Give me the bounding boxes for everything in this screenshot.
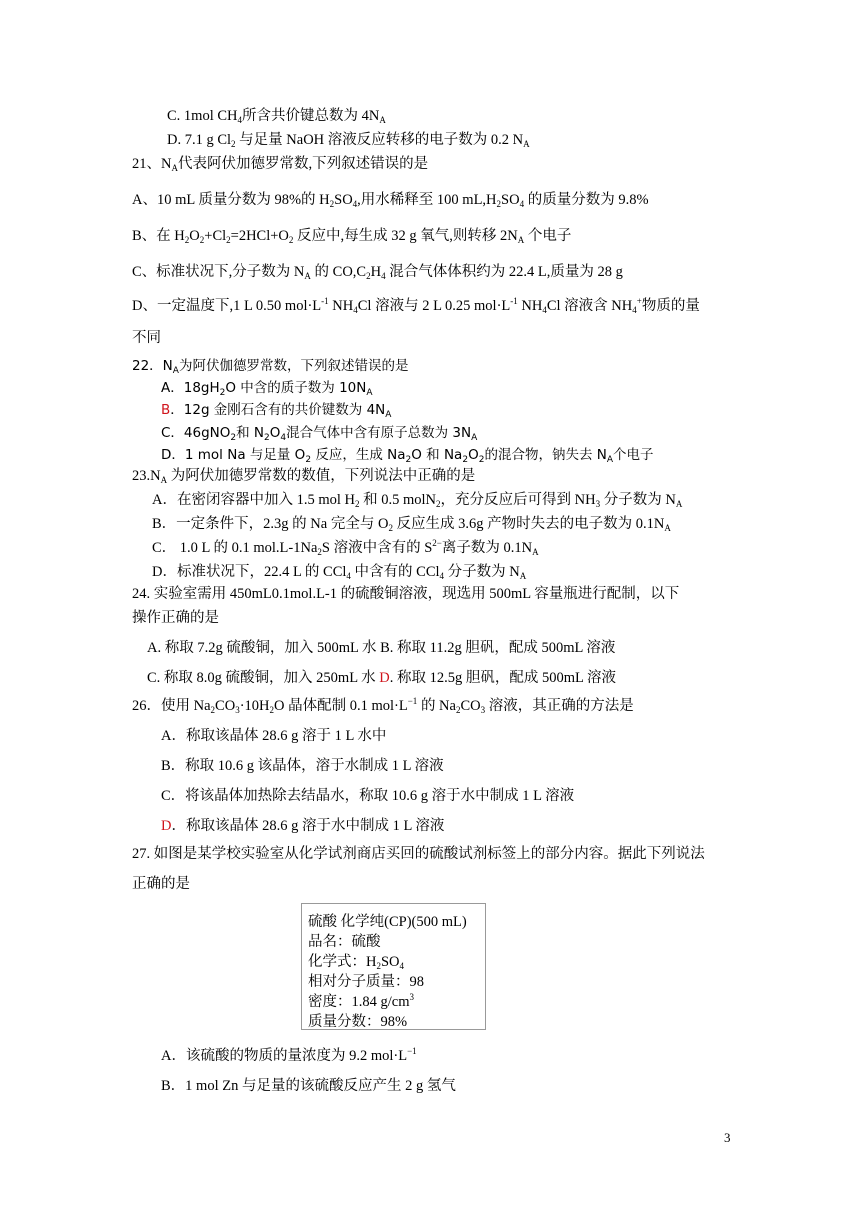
text-line-q26b [161, 757, 444, 775]
text-line-q24b [132, 609, 219, 627]
text-segment: A．18gH [161, 380, 220, 396]
text-segment: ．称取该晶体 28.6 g 溶于水中制成 1 L 溶液 [171, 818, 445, 834]
text-segment: A [379, 115, 386, 125]
text-segment: SO [501, 192, 520, 208]
text-line-q23d [152, 563, 526, 581]
text-segment: C．将该晶体加热除去结晶水，称取 10.6 g 溶于水中制成 1 L 溶液 [161, 788, 575, 804]
text-segment: C．46gNO [161, 425, 231, 441]
text-line-r3 [308, 953, 404, 971]
text-segment: ·10H [239, 698, 270, 714]
text-segment: 2 [231, 139, 236, 149]
text-segment: 反应中,每生成 32 g 氧气,则转移 2N [293, 228, 518, 244]
text-segment: 反应，生成 Na [311, 447, 406, 463]
text-segment: O [468, 447, 479, 463]
text-segment: 24. 实验室需用 450mL0.1mol.L-1 的硫酸铜溶液，现选用 500mL 容量瓶进行配制，以下 [132, 586, 680, 602]
text-line-q21b [132, 227, 571, 245]
text-segment: A、10 mL 质量分数为 98%的 H [132, 192, 330, 208]
text-segment: A [532, 547, 539, 557]
text-segment: 2 [388, 523, 393, 533]
text-segment: 操作正确的是 [132, 610, 219, 626]
text-line-q27a [161, 1047, 417, 1065]
text-segment: B、在 H [132, 228, 185, 244]
text-segment: 化学式：H [308, 954, 377, 970]
text-line-q26c [161, 787, 574, 805]
text-segment: O 晶体配制 0.1 mol·L [274, 698, 408, 714]
text-segment: 2 [455, 705, 461, 715]
text-segment: SO [334, 192, 353, 208]
text-line-q21d [132, 297, 700, 315]
text-segment: O [189, 228, 200, 244]
text-segment: +Cl [204, 228, 227, 244]
text-segment: 2 [264, 433, 270, 443]
text-segment: 4 [280, 433, 287, 443]
text-segment: A [160, 475, 168, 485]
text-segment: 4 [346, 571, 351, 581]
text-segment: 的质量分数为 9.8% [524, 192, 649, 208]
text-segment: 3 [409, 992, 414, 1002]
text-segment: 为阿伏伽德罗常数，下列叙述错误的是 [178, 358, 409, 374]
text-segment: D [161, 818, 172, 834]
text-segment: B．称取 10.6 g 该晶体，溶于水制成 1 L 溶液 [161, 758, 444, 774]
text-line-q21 [132, 155, 428, 173]
text-line-q22b [161, 401, 391, 419]
text-segment: 2− [432, 538, 442, 548]
text-segment: 2 [436, 499, 441, 509]
text-segment: A [517, 235, 525, 245]
text-segment: 4 [237, 115, 242, 125]
text-segment: A [366, 388, 373, 398]
text-segment: CO [215, 698, 236, 714]
text-segment: 2 [269, 705, 275, 715]
text-line-l1 [167, 107, 386, 125]
text-segment: −1 [407, 1046, 417, 1056]
text-segment: -1 [510, 296, 518, 306]
text-segment: D．标准状况下，22.4 L 的 CCl [152, 564, 347, 580]
text-segment: 的 CO,C [310, 264, 367, 280]
text-segment: CO [460, 698, 481, 714]
text-line-q21d2 [132, 329, 161, 347]
text-segment: 个电子 [613, 447, 654, 463]
text-segment: S 溶液中含有的 S [321, 540, 433, 556]
text-segment: B．1 mol Zn 与足量的该硫酸反应产生 2 g 氢气 [161, 1078, 456, 1094]
text-segment: 混合气体体积约为 22.4 L,质量为 28 g [385, 264, 623, 280]
text-segment: 所含共价键总数为 4N [242, 108, 380, 124]
text-segment: 的混合物，钠失去 N [484, 447, 607, 463]
text-segment: 分子数为 N [600, 492, 676, 508]
text-segment: A [523, 139, 530, 149]
text-segment: ,用水稀释至 100 mL,H [357, 192, 497, 208]
text-line-q27bb [161, 1077, 456, 1095]
text-segment: 分子数为 N [444, 564, 520, 580]
text-line-r2 [308, 933, 381, 951]
text-line-q23 [132, 467, 475, 485]
text-segment: 不同 [132, 330, 161, 346]
text-segment: NH [328, 298, 354, 314]
text-segment: D [379, 670, 390, 686]
text-segment: A [606, 455, 614, 465]
text-segment: + [636, 296, 642, 306]
text-segment: ．12g 金刚石含有的共价键数为 4N [170, 402, 386, 418]
text-segment: 22．N [132, 358, 173, 374]
text-segment: C. 称取 8.0g 硫酸铜，加入 250mL 水 [147, 670, 380, 686]
text-segment: 23.N [132, 468, 161, 484]
text-segment: 个电子 [524, 228, 572, 244]
text-segment: 混合气体中含有原子总数为 3N [286, 425, 472, 441]
text-line-q23a [152, 491, 682, 509]
text-segment: A [519, 571, 527, 581]
text-segment: 4 [353, 305, 358, 315]
text-segment: 3 [235, 705, 240, 715]
text-segment: 反应生成 3.6g 产物时失去的电子数为 0.1N [392, 516, 665, 532]
text-segment: SO [380, 954, 400, 970]
text-segment: O 和 Na [411, 447, 463, 463]
text-segment: 硫酸 化学纯(CP)(500 mL) [308, 914, 467, 930]
text-segment: A．在密闭容器中加入 1.5 mol H [152, 492, 355, 508]
text-line-r5 [308, 993, 414, 1011]
text-segment: 相对分子质量：98 [308, 974, 424, 990]
text-segment: C、标准状况下,分子数为 N [132, 264, 305, 280]
text-segment: 2 [355, 499, 360, 509]
text-segment: A [385, 410, 392, 420]
text-segment: 26．使用 Na [132, 698, 211, 714]
text-segment: 为阿伏加德罗常数的数值，下列说法中正确的是 [167, 468, 476, 484]
text-line-q22d [161, 446, 654, 464]
text-line-r1 [308, 913, 467, 931]
text-line-q26d [161, 817, 444, 835]
text-segment: A [172, 366, 179, 376]
text-line-l2 [167, 131, 530, 149]
text-segment: 2 [288, 235, 294, 245]
text-segment: B．一定条件下，2.3g 的 Na 完全与 O [152, 516, 389, 532]
text-segment: 溶液，其正确的方法是 [485, 698, 634, 714]
text-segment: A [304, 271, 311, 281]
text-segment: 4 [399, 961, 405, 971]
text-segment: 2 [199, 235, 205, 245]
text-segment: C． 1.0 L 的 0.1 mol.L-1Na [152, 540, 318, 556]
text-segment: O 中含的质子数为 10N [225, 380, 367, 396]
text-line-q27 [132, 845, 705, 863]
text-line-q21c [132, 263, 623, 281]
text-segment: 和 0.5 molN [359, 492, 437, 508]
page-number: 3 [724, 1130, 731, 1145]
text-segment: 物质的量 [641, 298, 700, 314]
text-line-q22a [161, 379, 373, 397]
text-segment: 的 Na [417, 698, 456, 714]
text-segment: 4 [519, 199, 525, 209]
text-segment: O [269, 425, 281, 441]
text-line-r6 [308, 1013, 407, 1031]
text-segment: 2 [184, 235, 190, 245]
text-segment: 2 [329, 199, 335, 209]
text-segment: 2 [305, 455, 312, 465]
text-segment: 2 [462, 455, 469, 465]
text-segment: A [171, 163, 178, 173]
text-line-q23b [152, 515, 671, 533]
text-segment: 2 [376, 961, 381, 971]
text-segment: 2 [210, 705, 216, 715]
text-segment: 2 [219, 388, 226, 398]
text-segment: C. 1mol CH [167, 108, 238, 124]
reagent-label-box [301, 903, 486, 1030]
text-line-q26 [132, 697, 634, 715]
text-segment: D、一定温度下,1 L 0.50 mol·L [132, 298, 322, 314]
text-line-q27b [132, 875, 190, 893]
text-line-q22 [132, 357, 408, 375]
text-segment: 3 [480, 705, 486, 715]
text-segment: ，充分反应后可得到 NH [440, 492, 596, 508]
text-segment: D. 7.1 g Cl [167, 132, 232, 148]
text-segment: =2HCl+O [230, 228, 289, 244]
text-segment: 2 [230, 433, 237, 443]
text-line-q24 [132, 585, 679, 603]
text-segment: 4 [352, 199, 358, 209]
text-segment: 代表阿伏加德罗常数,下列叙述错误的是 [177, 156, 429, 172]
text-segment: 4 [542, 305, 547, 315]
text-segment: D．1 mol Na 与足量 O [161, 447, 306, 463]
text-segment: A. 称取 7.2g 硫酸铜，加入 500mL 水 B. 称取 11.2g 胆矾，配成 500mL 溶液 [147, 640, 616, 656]
text-segment: 2 [478, 455, 485, 465]
text-segment: A [664, 523, 671, 533]
text-segment: 质量分数：98% [308, 1014, 408, 1030]
text-segment: 品名：硫酸 [308, 934, 381, 950]
text-segment: 27. 如图是某学校实验室从化学试剂商店买回的硫酸试剂标签上的部分内容。据此下列说法 [132, 846, 705, 862]
text-segment: 4 [632, 305, 637, 315]
text-line-r4 [308, 973, 424, 991]
text-segment: 2 [226, 235, 231, 245]
text-segment: A [471, 433, 478, 443]
text-segment: 3 [595, 499, 601, 509]
text-segment: 密度：1.84 g/cm [308, 994, 410, 1010]
text-segment: 2 [496, 199, 502, 209]
text-line-q26a [161, 727, 386, 745]
text-segment: A．称取该晶体 28.6 g 溶于 1 L 水中 [161, 728, 387, 744]
text-segment: 4 [439, 571, 445, 581]
text-line-q23c [152, 539, 539, 557]
text-line-q24ab [147, 639, 615, 657]
text-segment: . 称取 12.5g 胆矾，配成 500mL 溶液 [389, 670, 616, 686]
text-segment: 和 N [236, 425, 265, 441]
text-line-q24cd [147, 669, 616, 687]
text-segment: 4 [381, 271, 386, 281]
text-segment: 2 [366, 271, 371, 281]
text-segment: 正确的是 [132, 876, 190, 892]
text-segment: H [370, 264, 382, 280]
text-segment: Cl 溶液与 2 L 0.25 mol·L [357, 298, 511, 314]
text-segment: −1 [407, 696, 418, 706]
text-segment: B [161, 402, 171, 418]
text-segment: 离子数为 0.1N [441, 540, 533, 556]
text-segment: Cl 溶液含 NH [546, 298, 633, 314]
text-segment: 21、N [132, 156, 172, 172]
text-segment: 2 [317, 547, 322, 557]
text-line-q21a [132, 191, 649, 209]
text-segment: -1 [321, 296, 329, 306]
text-segment: 2 [405, 455, 412, 465]
text-segment: A [675, 499, 683, 509]
text-line-q22c [161, 424, 477, 442]
text-segment: 中含有的 CCl [350, 564, 440, 580]
text-segment: NH [517, 298, 543, 314]
text-segment: 与足量 NaOH 溶液反应转移的电子数为 0.2 N [235, 132, 524, 148]
text-segment: A．该硫酸的物质的量浓度为 9.2 mol·L [161, 1048, 408, 1064]
